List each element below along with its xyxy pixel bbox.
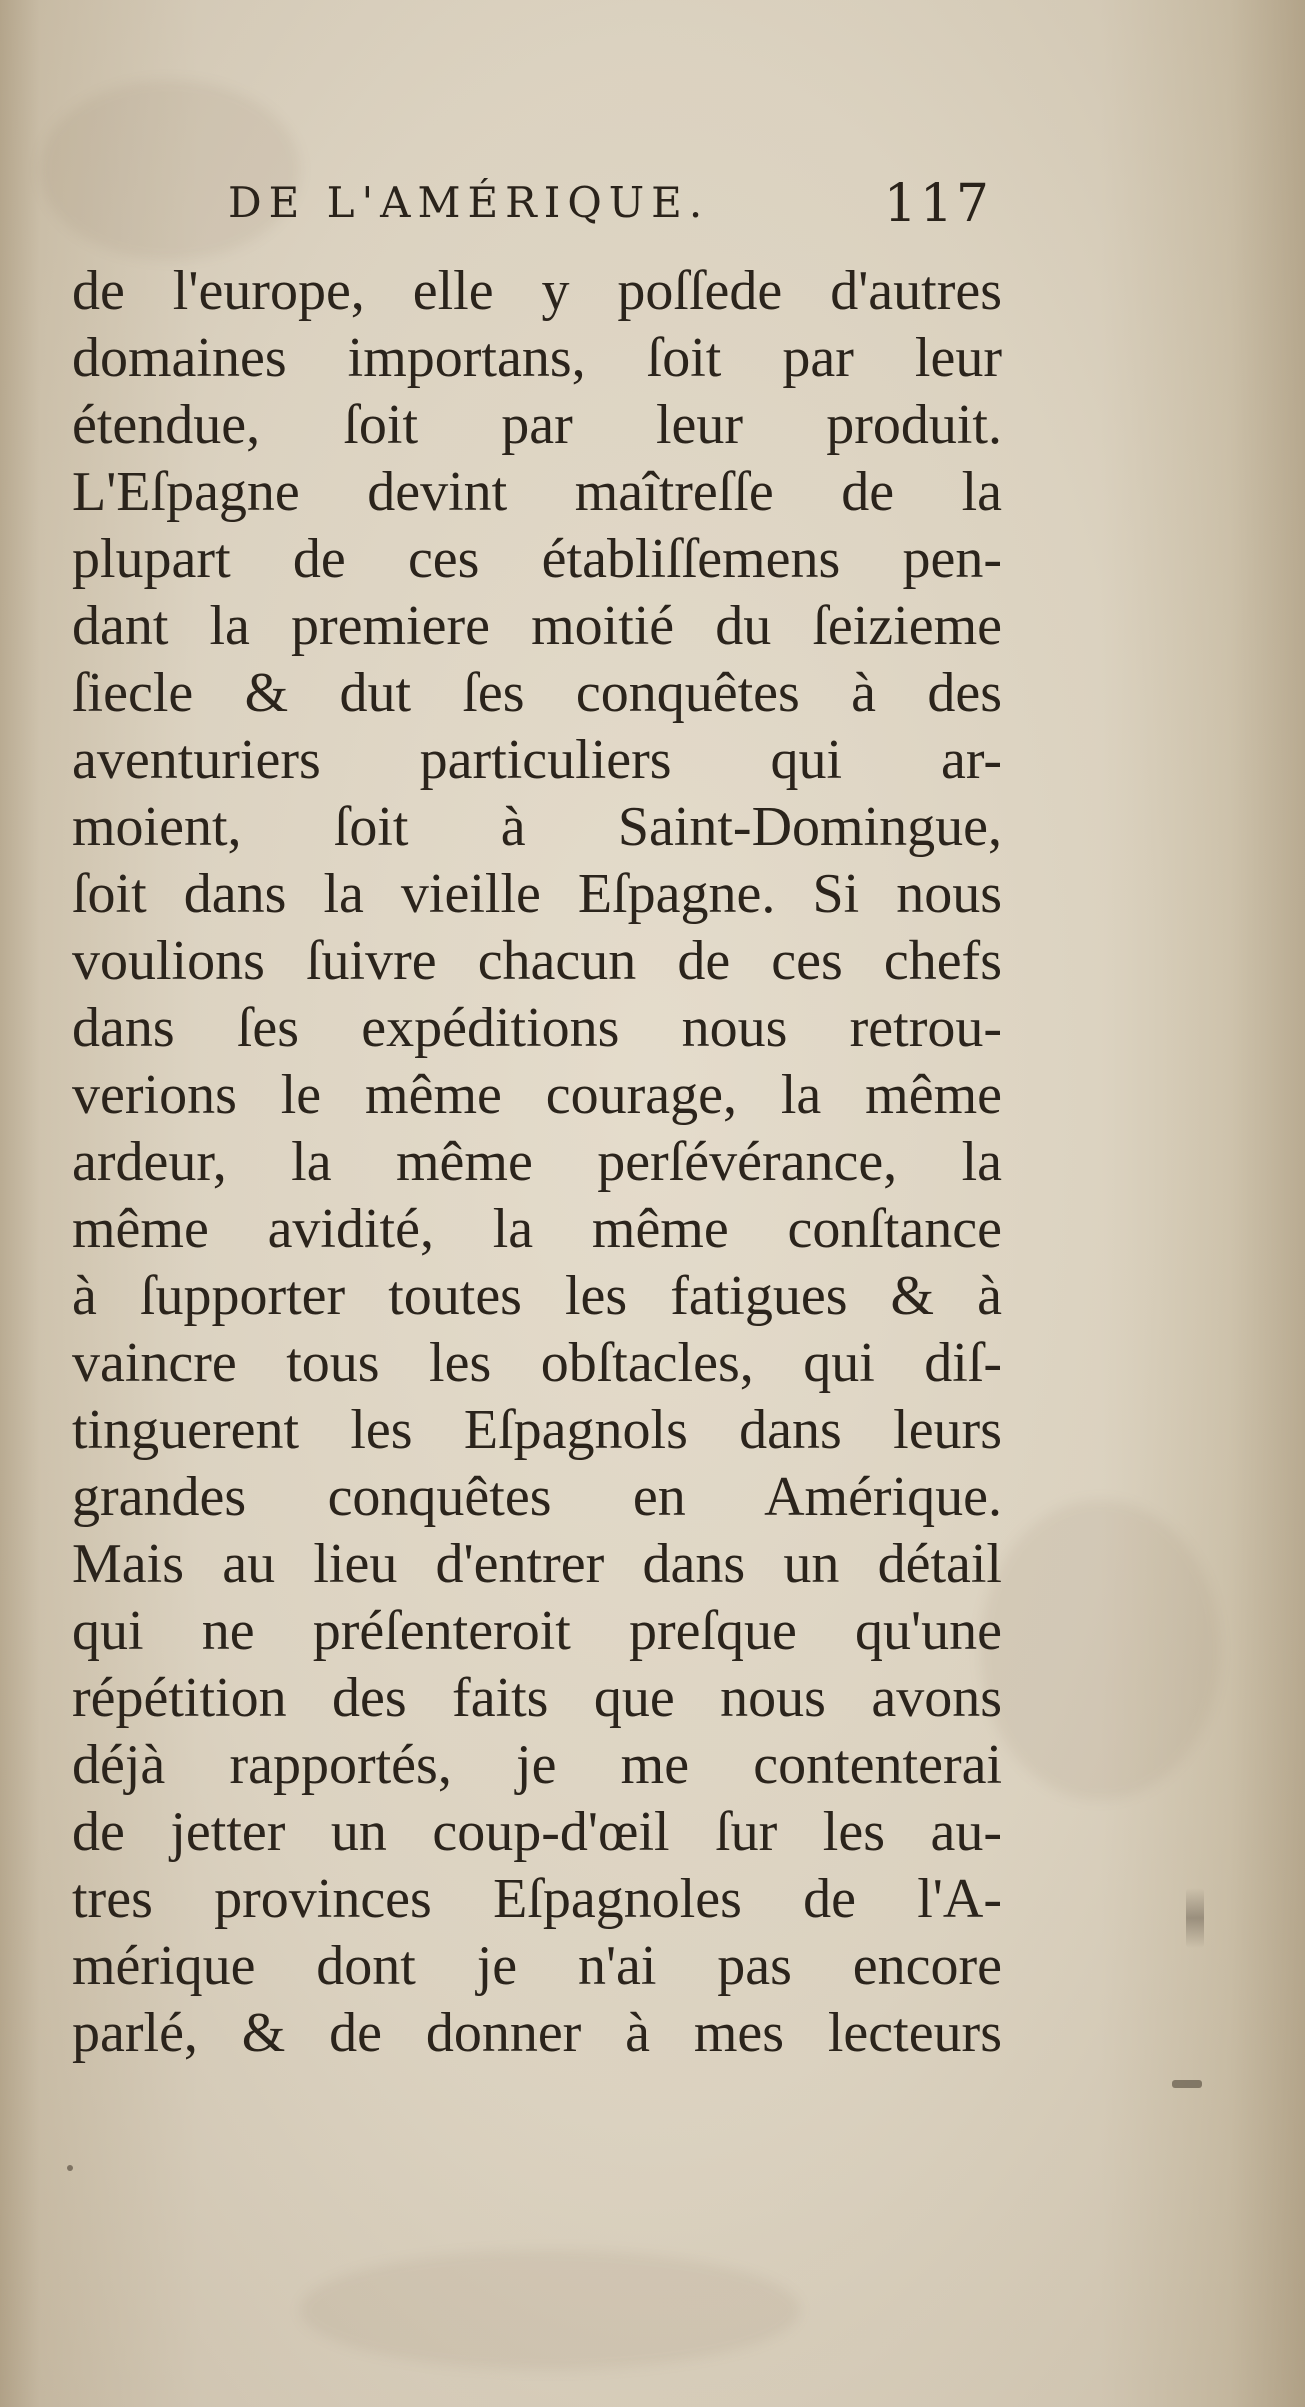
text-line: répétition des faits que nous avons — [72, 1667, 1002, 1729]
text-line: moient, ſoit à Saint-Domingue, — [72, 796, 1002, 858]
text-line: mérique dont je n'ai pas encore — [72, 1935, 1002, 1997]
text-line: qui ne préſenteroit preſque qu'une — [72, 1600, 1002, 1662]
text-line: de jetter un coup-d'œil ſur les au- — [72, 1801, 1002, 1863]
text-line: Mais au lieu d'entrer dans un détail — [72, 1533, 1002, 1595]
text-line: de l'europe, elle y poſſede d'autres — [72, 260, 1002, 322]
paper-stain — [300, 2250, 800, 2370]
text-line: ſiecle & dut ſes conquêtes à des — [72, 662, 1002, 724]
running-head — [222, 172, 992, 242]
text-line: étendue, ſoit par leur produit. — [72, 394, 1002, 456]
paper-stain — [980, 1500, 1220, 1800]
text-line: ſoit dans la vieille Eſpagne. Si nous — [72, 863, 1002, 925]
margin-show-through-mark — [1186, 1888, 1204, 1948]
text-line: voulions ſuivre chacun de ces chefs — [72, 930, 1002, 992]
text-line: domaines importans, ſoit par leur — [72, 327, 1002, 389]
text-line: verions le même courage, la même — [72, 1064, 1002, 1126]
text-line: aventuriers particuliers qui ar- — [72, 729, 1002, 791]
running-title: DE L'AMÉRIQUE. — [228, 178, 710, 227]
margin-ink-mark — [1172, 2080, 1202, 2088]
text-line: ardeur, la même perſévérance, la — [72, 1131, 1002, 1193]
text-line: parlé, & de donner à mes lecteurs — [72, 2002, 1002, 2064]
text-line: dant la premiere moitié du ſeizieme — [72, 595, 1002, 657]
text-line: grandes conquêtes en Amérique. — [72, 1466, 1002, 1528]
text-line: tinguerent les Eſpagnols dans leurs — [72, 1399, 1002, 1461]
text-line: même avidité, la même conſtance — [72, 1198, 1002, 1260]
text-line: dans ſes expéditions nous retrou- — [72, 997, 1002, 1059]
page-number: 117 — [883, 174, 992, 234]
text-line: vaincre tous les obſtacles, qui diſ- — [72, 1332, 1002, 1394]
text-line: à ſupporter toutes les fatigues & à — [72, 1265, 1002, 1327]
body-text — [72, 258, 1002, 2067]
text-line: L'Eſpagne devint maîtreſſe de la — [72, 461, 1002, 523]
ink-speck — [67, 2165, 73, 2171]
text-line: déjà rapportés, je me contenterai — [72, 1734, 1002, 1796]
text-line: tres provinces Eſpagnoles de l'A- — [72, 1868, 1002, 1930]
text-line: plupart de ces établiſſemens pen- — [72, 528, 1002, 590]
